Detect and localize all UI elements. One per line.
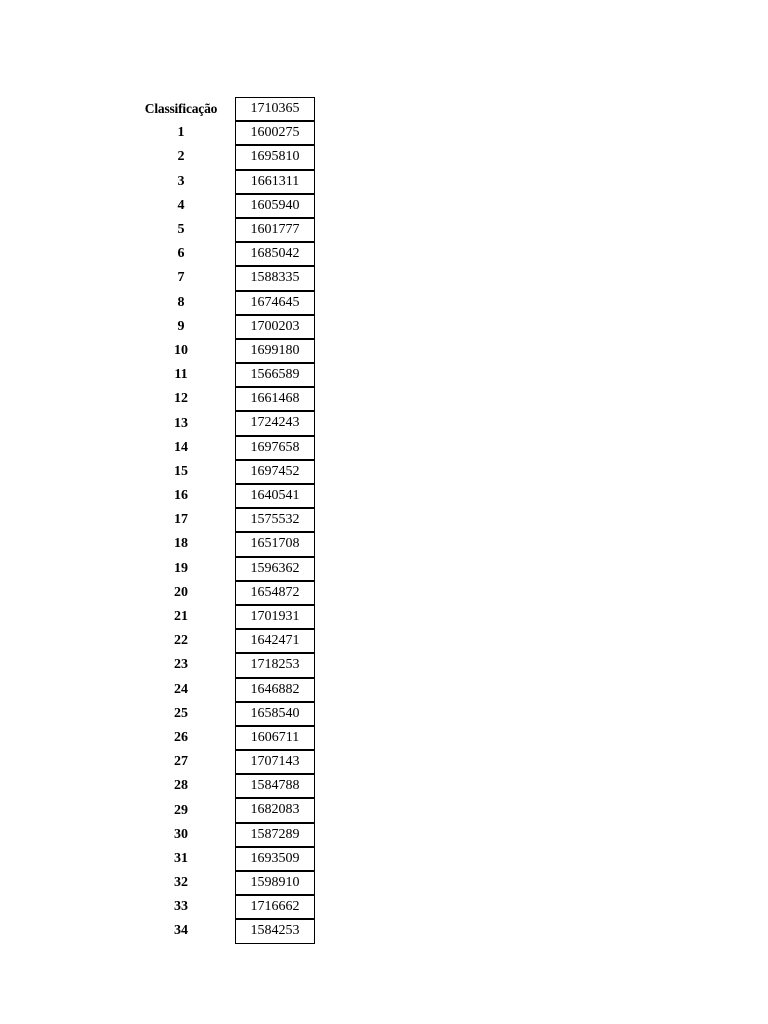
value-cell: 1707143 [235, 750, 315, 774]
value-cell: 1651708 [235, 532, 315, 556]
rank-label: 26 [174, 729, 188, 745]
rank-label: 23 [174, 657, 188, 673]
value-cell: 1695810 [235, 145, 315, 169]
value-cell: 1600275 [235, 121, 315, 145]
rank-label: 28 [174, 778, 188, 794]
value-cell: 1693509 [235, 847, 315, 871]
value-cell: 1700203 [235, 315, 315, 339]
rank-label: 24 [174, 681, 188, 697]
value-cell: 1605940 [235, 194, 315, 218]
table-row [140, 678, 315, 702]
rank-label: 19 [174, 560, 188, 576]
table-body [140, 121, 315, 943]
rank-label: 8 [177, 294, 185, 310]
value-cell: 1601777 [235, 218, 315, 242]
table-row [140, 411, 315, 435]
ranking-table [140, 97, 315, 944]
rank-label: 27 [174, 754, 188, 770]
rank-label: 5 [177, 222, 185, 238]
table-row [140, 847, 315, 871]
value-cell: 1699180 [235, 339, 315, 363]
table-row [140, 145, 315, 169]
table-row [140, 291, 315, 315]
table-row [140, 218, 315, 242]
rank-label: 15 [174, 463, 188, 479]
rank-label: 33 [174, 899, 188, 915]
value-cell: 1640541 [235, 484, 315, 508]
table-row [140, 919, 315, 943]
value-cell: 1606711 [235, 726, 315, 750]
table-row [140, 339, 315, 363]
rank-label: 11 [174, 367, 188, 383]
rank-label: 17 [174, 512, 188, 528]
rank-label: 31 [174, 850, 188, 866]
value-cell: 1682083 [235, 798, 315, 822]
value-cell: 1646882 [235, 678, 315, 702]
table-row [140, 121, 315, 145]
table-row [140, 871, 315, 895]
table-row [140, 436, 315, 460]
table-row [140, 387, 315, 411]
table-row [140, 484, 315, 508]
rank-label: 9 [177, 318, 185, 334]
table-row [140, 581, 315, 605]
value-cell: 1718253 [235, 653, 315, 677]
rank-label: 13 [174, 415, 188, 431]
rank-label: 14 [174, 439, 188, 455]
value-cell: 1658540 [235, 702, 315, 726]
value-cell: 1584253 [235, 919, 315, 943]
value-cell: 1685042 [235, 242, 315, 266]
value-cell: 1701931 [235, 605, 315, 629]
table-header-row [140, 97, 315, 121]
value-cell: 1575532 [235, 508, 315, 532]
rank-label: 6 [177, 246, 185, 262]
table-row [140, 653, 315, 677]
rank-label: 29 [174, 802, 188, 818]
table-row [140, 242, 315, 266]
table-row [140, 266, 315, 290]
table-row [140, 194, 315, 218]
rank-label: 10 [174, 342, 188, 358]
table-row [140, 557, 315, 581]
table-row [140, 629, 315, 653]
rank-label: 12 [174, 391, 188, 407]
rank-label: 21 [174, 609, 188, 625]
rank-label: 20 [174, 584, 188, 600]
value-cell: 1716662 [235, 895, 315, 919]
classification-header: Classificação [144, 101, 218, 117]
table-row [140, 363, 315, 387]
table-row [140, 798, 315, 822]
rank-label: 18 [174, 536, 188, 552]
value-cell: 1566589 [235, 363, 315, 387]
value-cell: 1598910 [235, 871, 315, 895]
table-row [140, 823, 315, 847]
value-cell: 1654872 [235, 581, 315, 605]
rank-label: 7 [177, 270, 185, 286]
rank-label: 34 [174, 923, 188, 939]
value-cell: 1674645 [235, 291, 315, 315]
value-cell: 1661311 [235, 170, 315, 194]
rank-label: 3 [177, 173, 185, 189]
table-row [140, 702, 315, 726]
header-value-cell: 1710365 [235, 97, 315, 121]
rank-label: 4 [177, 197, 185, 213]
table-row [140, 750, 315, 774]
value-cell: 1642471 [235, 629, 315, 653]
value-cell: 1596362 [235, 557, 315, 581]
table-row [140, 532, 315, 556]
value-cell: 1588335 [235, 266, 315, 290]
rank-label: 2 [177, 149, 185, 165]
value-cell: 1584788 [235, 774, 315, 798]
rank-label: 22 [174, 633, 188, 649]
table-row [140, 895, 315, 919]
rank-label: 32 [174, 875, 188, 891]
rank-label: 16 [174, 488, 188, 504]
value-cell: 1724243 [235, 411, 315, 435]
value-cell: 1697452 [235, 460, 315, 484]
value-cell: 1697658 [235, 436, 315, 460]
table-row [140, 726, 315, 750]
rank-label: 25 [174, 705, 188, 721]
value-cell: 1661468 [235, 387, 315, 411]
rank-label: 30 [174, 826, 188, 842]
table-row [140, 170, 315, 194]
table-row [140, 508, 315, 532]
table-row [140, 605, 315, 629]
table-row [140, 460, 315, 484]
value-cell: 1587289 [235, 823, 315, 847]
table-row [140, 315, 315, 339]
rank-label: 1 [177, 125, 185, 141]
table-row [140, 774, 315, 798]
